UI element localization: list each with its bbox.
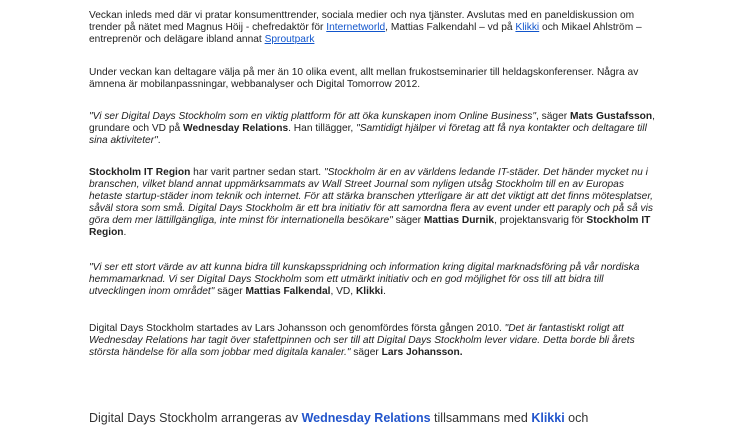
quote-text: "Samtidigt hjälper vi företag att få nya kontakter och deltagare till sina aktiviteter" (89, 122, 647, 146)
paragraph-text: har varit partner sedan start. (190, 167, 324, 178)
paragraph-text: , grundare och VD på (89, 111, 655, 134)
paragraph-text: , Mattias Falkendahl – vd på (385, 21, 516, 33)
paragraph-text: , säger (536, 111, 570, 122)
quote-text: "Vi ser Digital Days Stockholm som en viktig plattform för att öka kunskapen inom Online Business" (89, 111, 536, 122)
quote-text: "Vi ser ett stort värde av att kunna bidra till kunskapsspridning och information kring digital marknadsföring på vår nordiska hemmamarknad. Vi ser Digital Days Stockholm som ett utmärkt initiativ och en god möjlighet för oss till att bidra till utvecklingen inom området" (89, 262, 640, 297)
link-internetworld[interactable]: Internetworld (326, 21, 386, 33)
person-name: Lars Johansson. (381, 346, 463, 358)
link-klikki[interactable]: Klikki (515, 21, 540, 33)
paragraph-intro (89, 10, 659, 46)
company-name: Stockholm IT Region (89, 214, 651, 238)
person-name: Mattias Durnik (423, 214, 495, 226)
paragraph-text: Under veckan kan deltagare välja på mer än 10 olika event, allt mellan frukostseminarier till heldagskonferenser. Några av ämnena är mobilanpassningar, webbanalyser och Digital Tomorrow 2012. (89, 67, 639, 90)
paragraph-text: och (564, 411, 589, 425)
paragraph-quote-durnik (89, 167, 659, 238)
paragraph-text: och Mikael Ahlström – entreprenör och delägare ibland annat (89, 21, 642, 45)
company-name: Wednesday Relations (301, 411, 431, 425)
company-name: Klikki (355, 285, 384, 297)
paragraph-quote-johansson (89, 323, 659, 359)
company-name: Klikki (531, 411, 565, 425)
paragraph-text: . (123, 226, 127, 238)
company-name: Stockholm IT Region (89, 167, 191, 178)
paragraph-text: . Han tillägger, (288, 122, 357, 134)
quote-text: "Det är fantastiskt roligt att Wednesday Relations har tagit över stafettpinnen och ser till att Digital Days Stockholm lever vidare. Detta borde bli årets största händelse för alla som jobbar med digitala kanaler." (89, 323, 635, 358)
paragraph-quote-gustafsson (89, 111, 659, 147)
paragraph-events (89, 67, 659, 91)
company-name: Wednesday Relations (183, 122, 289, 134)
quote-text: "Stockholm är en av världens ledande IT-städer. Det händer mycket nu i branschen, vilket bland annat uppmärksammats av Wall Street Journal som nyligen utsåg Stockholm till en av Europas hetaste startup-städer inom teknik och internet. För att stärka branschen ytterligare är att det viktigt att det finns mötesplatser, såväl stora som små. Digital Days Stockholm är ett bra initiativ för att samordna flera av event under ett paraply och på så vis göra dem mer lättillgängliga, inte minst för internationella besökare" (89, 167, 653, 226)
person-name: Mattias Falkendal (245, 285, 331, 297)
paragraph-text: Veckan inleds med där vi pratar konsumenttrender, sociala medier och nya tjänster. Avslutas med en paneldiskussion om trender på nätet med Magnus Höij - chefredaktör för (89, 10, 635, 33)
paragraph-text: säger (214, 285, 246, 297)
paragraph-quote-falkendal (89, 262, 659, 298)
paragraph-text: tillsammans med (430, 411, 532, 425)
person-name: Mats Gustafsson (569, 111, 653, 122)
paragraph-text: säger (392, 214, 424, 226)
paragraph-text: . (383, 285, 386, 297)
link-sproutpark[interactable]: Sproutpark (264, 33, 315, 45)
paragraph-text: , VD, (330, 285, 356, 297)
paragraph-text: . (157, 134, 161, 146)
paragraph-text: , projektansvarig för (494, 214, 587, 226)
paragraph-text: säger (350, 346, 382, 358)
paragraph-text: Digital Days Stockholm startades av Lars Johansson och genomfördes första gången 2010. (89, 323, 505, 334)
paragraph-text: Digital Days Stockholm arrangeras av (89, 411, 302, 425)
